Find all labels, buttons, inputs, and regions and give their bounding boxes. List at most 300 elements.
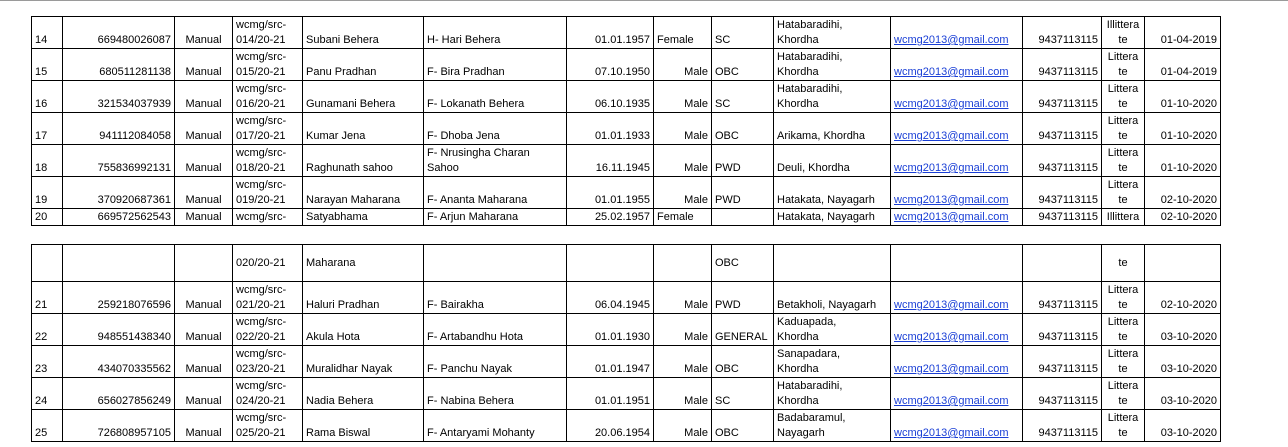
address-cell [774, 378, 891, 410]
date-text: 01-04-2019 [1160, 34, 1217, 46]
literacy-cell [1102, 81, 1145, 113]
email-link-text[interactable]: wcmg2013@gmail.com [894, 211, 1009, 223]
caste-cell: OBC [712, 245, 774, 282]
caste-text: SC [715, 395, 731, 407]
serial-text: 16 [35, 98, 48, 110]
dob-cell [567, 17, 654, 49]
email-link-text[interactable]: wcmg2013@gmail.com [894, 194, 1009, 206]
name-cell [303, 282, 424, 314]
mode-cell [175, 49, 233, 81]
literacy-text: Littera [1107, 380, 1139, 392]
continuation-row [32, 245, 1221, 282]
caste-text: OBC [715, 363, 739, 375]
mode-text: Manual [185, 130, 222, 142]
serial-text: 23 [35, 363, 48, 375]
table-row [32, 145, 1221, 177]
date-cell [1145, 113, 1221, 145]
name-text: Haluri Pradhan [306, 299, 380, 311]
mode-text: Manual [185, 395, 222, 407]
literacy-text: Littera [1107, 179, 1139, 191]
application-id-text: wcmg/src- [236, 211, 287, 223]
mode-text: Manual [185, 331, 222, 343]
address-cell [774, 314, 891, 346]
phone-cell [1023, 282, 1102, 314]
literacy-cell [1102, 282, 1145, 314]
gender-text: Female [657, 211, 694, 223]
literacy-cell [1102, 113, 1145, 145]
dob-cell [567, 49, 654, 81]
mode-text: Manual [185, 66, 222, 78]
date-text: 03-10-2020 [1160, 427, 1217, 439]
guardian-cell [424, 145, 567, 177]
address-text: Hatabaradihi, [777, 83, 843, 95]
date-text: 01-04-2019 [1160, 66, 1217, 78]
date-cell [1145, 410, 1221, 442]
aadhaar-cell [63, 113, 175, 145]
literacy-text: Littera [1107, 83, 1139, 95]
phone-cell [1023, 49, 1102, 81]
application-id-text: 015/20-21 [236, 66, 286, 78]
application-id-cell [233, 314, 303, 346]
gender-cell [654, 245, 712, 282]
email-link-text[interactable]: wcmg2013@gmail.com [894, 427, 1009, 439]
phone-text: 9437113115 [1038, 34, 1098, 46]
beneficiary-table-part1 [31, 16, 1221, 226]
aadhaar-text: 669572562543 [97, 211, 171, 223]
email-link-text[interactable]: wcmg2013@gmail.com [894, 98, 1009, 110]
application-id-text: wcmg/src- [236, 19, 287, 31]
address-cell [774, 209, 891, 226]
address-text: Nayagarh [777, 427, 825, 439]
address-text: Hatabaradihi, [777, 380, 843, 392]
table-row [32, 17, 1221, 49]
gender-cell [654, 145, 712, 177]
aadhaar-cell [63, 410, 175, 442]
email-link[interactable] [891, 113, 1023, 145]
name-text: Gunamani Behera [306, 98, 396, 110]
mode-cell [175, 282, 233, 314]
guardian-text: F- Nrusingha Charan [427, 147, 530, 159]
caste-text: OBC [715, 130, 739, 142]
phone-text: 9437113115 [1038, 299, 1098, 311]
address-text: Badabaramul, [777, 412, 846, 424]
dob-text: 01.01.1955 [594, 194, 650, 206]
aadhaar-cell [63, 346, 175, 378]
name-text: Panu Pradhan [306, 66, 377, 78]
caste-cell [712, 17, 774, 49]
mode-cell [175, 378, 233, 410]
guardian-cell [424, 378, 567, 410]
phone-text: 9437113115 [1038, 162, 1098, 174]
address-text: Hatakata, Nayagarh [777, 194, 875, 206]
application-id-cell [233, 81, 303, 113]
phone-cell [1023, 346, 1102, 378]
application-id-text: 017/20-21 [236, 130, 286, 142]
guardian-text: F- Dhoba Jena [427, 130, 500, 142]
mode-cell [175, 209, 233, 226]
email-link[interactable] [891, 282, 1023, 314]
caste-cell [712, 314, 774, 346]
aadhaar-text: 669480026087 [97, 34, 171, 46]
serial-cell [32, 209, 63, 226]
aadhaar-cell [63, 49, 175, 81]
name-cell [303, 113, 424, 145]
phone-text: 9437113115 [1038, 363, 1098, 375]
date-text: 02-10-2020 [1160, 211, 1217, 223]
caste-text: PWD [715, 162, 741, 174]
caste-text: GENERAL [715, 331, 768, 343]
phone-cell [1023, 209, 1102, 226]
mode-cell [175, 145, 233, 177]
serial-cell [32, 113, 63, 145]
name-cell [303, 410, 424, 442]
address-text: Sanapadara, [777, 348, 840, 360]
gender-text: Male [684, 98, 708, 110]
date-text: 02-10-2020 [1160, 299, 1217, 311]
dob-cell [567, 346, 654, 378]
dob-text: 01.01.1951 [594, 395, 650, 407]
guardian-cell [424, 346, 567, 378]
email-link[interactable] [891, 177, 1023, 209]
caste-text: SC [715, 34, 731, 46]
application-id-text: 018/20-21 [236, 162, 286, 174]
serial-text: 25 [35, 427, 48, 439]
email-link-text[interactable]: wcmg2013@gmail.com [894, 363, 1009, 375]
mode-text: Manual [185, 299, 222, 311]
date-cell [1145, 81, 1221, 113]
gender-cell [654, 410, 712, 442]
literacy-text: te [1118, 130, 1128, 142]
mode-text: Manual [185, 211, 222, 223]
email-link-text[interactable]: wcmg2013@gmail.com [894, 299, 1009, 311]
application-id-text: wcmg/src- [236, 147, 287, 159]
phone-text: 9437113115 [1038, 66, 1098, 78]
aadhaar-cell [63, 314, 175, 346]
literacy-text: te [1118, 66, 1128, 78]
literacy-text: te [1118, 194, 1128, 206]
gender-text: Male [684, 427, 708, 439]
table-row [32, 113, 1221, 145]
application-id-text: wcmg/src- [236, 284, 287, 296]
application-id-cell [233, 17, 303, 49]
serial-text: 20 [35, 211, 48, 223]
address-text: Hatakata, Nayagarh [777, 211, 875, 223]
phone-cell [1023, 314, 1102, 346]
aadhaar-text: 755836992131 [97, 162, 171, 174]
literacy-text: Littera [1107, 412, 1139, 424]
literacy-cell: te [1102, 245, 1145, 282]
email-link[interactable] [891, 209, 1023, 226]
email-link-text[interactable]: wcmg2013@gmail.com [894, 130, 1009, 142]
aadhaar-text: 680511281138 [99, 66, 171, 78]
gender-cell [654, 17, 712, 49]
gender-text: Male [684, 395, 708, 407]
application-id-text: wcmg/src- [236, 115, 287, 127]
address-text: Khordha [777, 66, 819, 78]
email-link[interactable] [891, 410, 1023, 442]
date-cell [1145, 145, 1221, 177]
application-id-text: wcmg/src- [236, 179, 287, 191]
mode-text: Manual [185, 34, 222, 46]
dob-cell [567, 209, 654, 226]
guardian-text: F- Bira Pradhan [427, 66, 505, 78]
application-id-text: 016/20-21 [236, 98, 286, 110]
serial-text: 22 [35, 331, 48, 343]
date-text: 03-10-2020 [1160, 395, 1217, 407]
gender-cell [654, 81, 712, 113]
phone-cell [1023, 177, 1102, 209]
phone-cell [1023, 378, 1102, 410]
application-id-text: 023/20-21 [236, 363, 286, 375]
gender-cell [654, 378, 712, 410]
date-cell [1145, 209, 1221, 226]
serial-cell [32, 177, 63, 209]
gender-text: Male [684, 299, 708, 311]
phone-cell [1023, 410, 1102, 442]
dob-cell [567, 113, 654, 145]
date-cell [1145, 177, 1221, 209]
serial-text: 14 [35, 34, 48, 46]
address-cell [774, 113, 891, 145]
gender-text: Male [684, 363, 708, 375]
date-cell [1145, 245, 1221, 282]
literacy-cell [1102, 346, 1145, 378]
dob-text: 01.01.1930 [594, 331, 650, 343]
email-link-text[interactable]: wcmg2013@gmail.com [894, 395, 1009, 407]
gender-cell [654, 314, 712, 346]
date-text: 03-10-2020 [1160, 363, 1217, 375]
application-id-cell [233, 49, 303, 81]
literacy-text: te [1118, 98, 1128, 110]
name-cell [303, 145, 424, 177]
literacy-text: Littera [1107, 348, 1139, 360]
gender-text: Male [684, 331, 708, 343]
guardian-text: F- Panchu Nayak [427, 363, 512, 375]
literacy-text: te [1118, 331, 1128, 343]
caste-text: PWD [715, 194, 741, 206]
literacy-text: te [1118, 363, 1128, 375]
address-text: Khordha [777, 363, 819, 375]
dob-cell [567, 314, 654, 346]
serial-cell [32, 245, 63, 282]
application-id-cell [233, 209, 303, 226]
email-link[interactable] [891, 17, 1023, 49]
mode-cell [175, 17, 233, 49]
application-id-text: wcmg/src- [236, 316, 287, 328]
serial-text: 15 [35, 66, 48, 78]
caste-text: SC [715, 98, 731, 110]
table-row [32, 177, 1221, 209]
dob-text: 20.06.1954 [594, 427, 650, 439]
caste-cell [712, 49, 774, 81]
date-cell [1145, 282, 1221, 314]
literacy-text: Illittera [1106, 211, 1140, 223]
name-text: Muralidhar Nayak [306, 363, 393, 375]
address-text: Khordha [777, 98, 819, 110]
name-text: Subani Behera [306, 34, 379, 46]
address-text: Hatabaradihi, [777, 51, 843, 63]
mode-cell [175, 81, 233, 113]
aadhaar-cell [63, 145, 175, 177]
gender-cell [654, 346, 712, 378]
address-text: Betakholi, Nayagarh [777, 299, 877, 311]
dob-text: 07.10.1950 [594, 66, 650, 78]
serial-cell [32, 81, 63, 113]
application-id-text: wcmg/src- [236, 412, 287, 424]
serial-text: 18 [35, 162, 48, 174]
email-link-text[interactable]: wcmg2013@gmail.com [894, 66, 1009, 78]
email-link[interactable] [891, 49, 1023, 81]
gender-text: Female [657, 34, 694, 46]
page-top-rule [0, 0, 1288, 1]
application-id-text: 021/20-21 [236, 299, 286, 311]
name-cell [303, 314, 424, 346]
beneficiary-table-part2 [31, 244, 1221, 442]
caste-cell [712, 113, 774, 145]
address-text: Deuli, Khordha [777, 162, 850, 174]
phone-cell [1023, 17, 1102, 49]
aadhaar-cell [63, 81, 175, 113]
phone-text: 9437113115 [1038, 427, 1098, 439]
application-id-cell [233, 113, 303, 145]
address-cell [774, 17, 891, 49]
serial-text: 21 [35, 299, 48, 311]
table-row [32, 346, 1221, 378]
date-text: 02-10-2020 [1160, 194, 1217, 206]
guardian-cell [424, 245, 567, 282]
email-link[interactable] [891, 81, 1023, 113]
literacy-cell [1102, 177, 1145, 209]
caste-text: PWD [715, 299, 741, 311]
gender-text: Male [684, 162, 708, 174]
literacy-text: Littera [1107, 115, 1139, 127]
guardian-text: F- Bairakha [427, 299, 484, 311]
table-row [32, 209, 1221, 226]
email-link-text[interactable]: wcmg2013@gmail.com [894, 34, 1009, 46]
guardian-text: F- Nabina Behera [427, 395, 514, 407]
literacy-cell [1102, 378, 1145, 410]
guardian-cell [424, 209, 567, 226]
application-id-text: wcmg/src- [236, 83, 287, 95]
caste-cell [712, 282, 774, 314]
email-link[interactable] [891, 378, 1023, 410]
literacy-text: Littera [1107, 147, 1139, 159]
phone-cell [1023, 113, 1102, 145]
literacy-text: te [1118, 299, 1128, 311]
table-row [32, 314, 1221, 346]
email-link[interactable] [891, 145, 1023, 177]
gender-cell [654, 113, 712, 145]
table-row [32, 49, 1221, 81]
mode-cell [175, 245, 233, 282]
date-text: 01-10-2020 [1160, 130, 1217, 142]
address-text: Hatabaradihi, [777, 19, 843, 31]
phone-text: 9437113115 [1038, 130, 1098, 142]
serial-cell [32, 314, 63, 346]
serial-cell [32, 346, 63, 378]
mode-cell [175, 113, 233, 145]
address-text: Khordha [777, 34, 819, 46]
caste-cell [712, 209, 774, 226]
serial-cell [32, 378, 63, 410]
phone-cell [1023, 145, 1102, 177]
name-text: Kumar Jena [306, 130, 366, 142]
guardian-cell [424, 314, 567, 346]
literacy-cell [1102, 209, 1145, 226]
guardian-cell [424, 49, 567, 81]
aadhaar-text: 941112084058 [99, 130, 171, 142]
dob-cell [567, 378, 654, 410]
address-text: Khordha [777, 331, 819, 343]
email-link[interactable] [891, 314, 1023, 346]
address-cell [774, 410, 891, 442]
mode-text: Manual [185, 427, 222, 439]
name-text: Akula Hota [306, 331, 360, 343]
dob-text: 01.01.1947 [594, 363, 650, 375]
name-cell [303, 209, 424, 226]
dob-text: 01.01.1933 [594, 130, 650, 142]
guardian-text: F- Lokanath Behera [427, 98, 525, 110]
name-cell [303, 17, 424, 49]
gender-text: Male [684, 130, 708, 142]
dob-cell [567, 145, 654, 177]
table-row [32, 282, 1221, 314]
phone-text: 9437113115 [1038, 395, 1098, 407]
phone-text: 9437113115 [1038, 194, 1098, 206]
dob-text: 06.04.1945 [594, 299, 650, 311]
serial-cell [32, 282, 63, 314]
aadhaar-cell [63, 209, 175, 226]
literacy-cell [1102, 314, 1145, 346]
literacy-cell [1102, 17, 1145, 49]
guardian-text: H- Hari Behera [427, 34, 501, 46]
mode-cell [175, 314, 233, 346]
guardian-cell [424, 17, 567, 49]
dob-text: 25.02.1957 [594, 211, 650, 223]
email-cell [891, 245, 1023, 282]
email-link[interactable] [891, 346, 1023, 378]
caste-cell [712, 346, 774, 378]
literacy-cell [1102, 49, 1145, 81]
date-text: 03-10-2020 [1160, 331, 1217, 343]
gender-cell [654, 209, 712, 226]
caste-cell [712, 378, 774, 410]
email-link-text[interactable]: wcmg2013@gmail.com [894, 331, 1009, 343]
dob-text: 06.10.1935 [594, 98, 650, 110]
application-id-cell [233, 145, 303, 177]
name-text: Satyabhama [306, 211, 368, 223]
application-id-cell [233, 282, 303, 314]
application-id-cell [233, 177, 303, 209]
application-id-text: wcmg/src- [236, 380, 287, 392]
aadhaar-cell [63, 17, 175, 49]
aadhaar-text: 370920687361 [97, 194, 171, 206]
serial-cell [32, 49, 63, 81]
aadhaar-text: 434070335562 [97, 363, 171, 375]
name-cell [303, 81, 424, 113]
dob-cell [567, 177, 654, 209]
email-link-text[interactable]: wcmg2013@gmail.com [894, 162, 1009, 174]
mode-text: Manual [185, 162, 222, 174]
address-text: Kaduapada, [777, 316, 837, 328]
address-cell [774, 177, 891, 209]
address-cell [774, 346, 891, 378]
gender-text: Male [684, 194, 708, 206]
table-row [32, 81, 1221, 113]
caste-cell [712, 410, 774, 442]
gender-cell [654, 49, 712, 81]
dob-text: 16.11.1945 [595, 162, 650, 174]
